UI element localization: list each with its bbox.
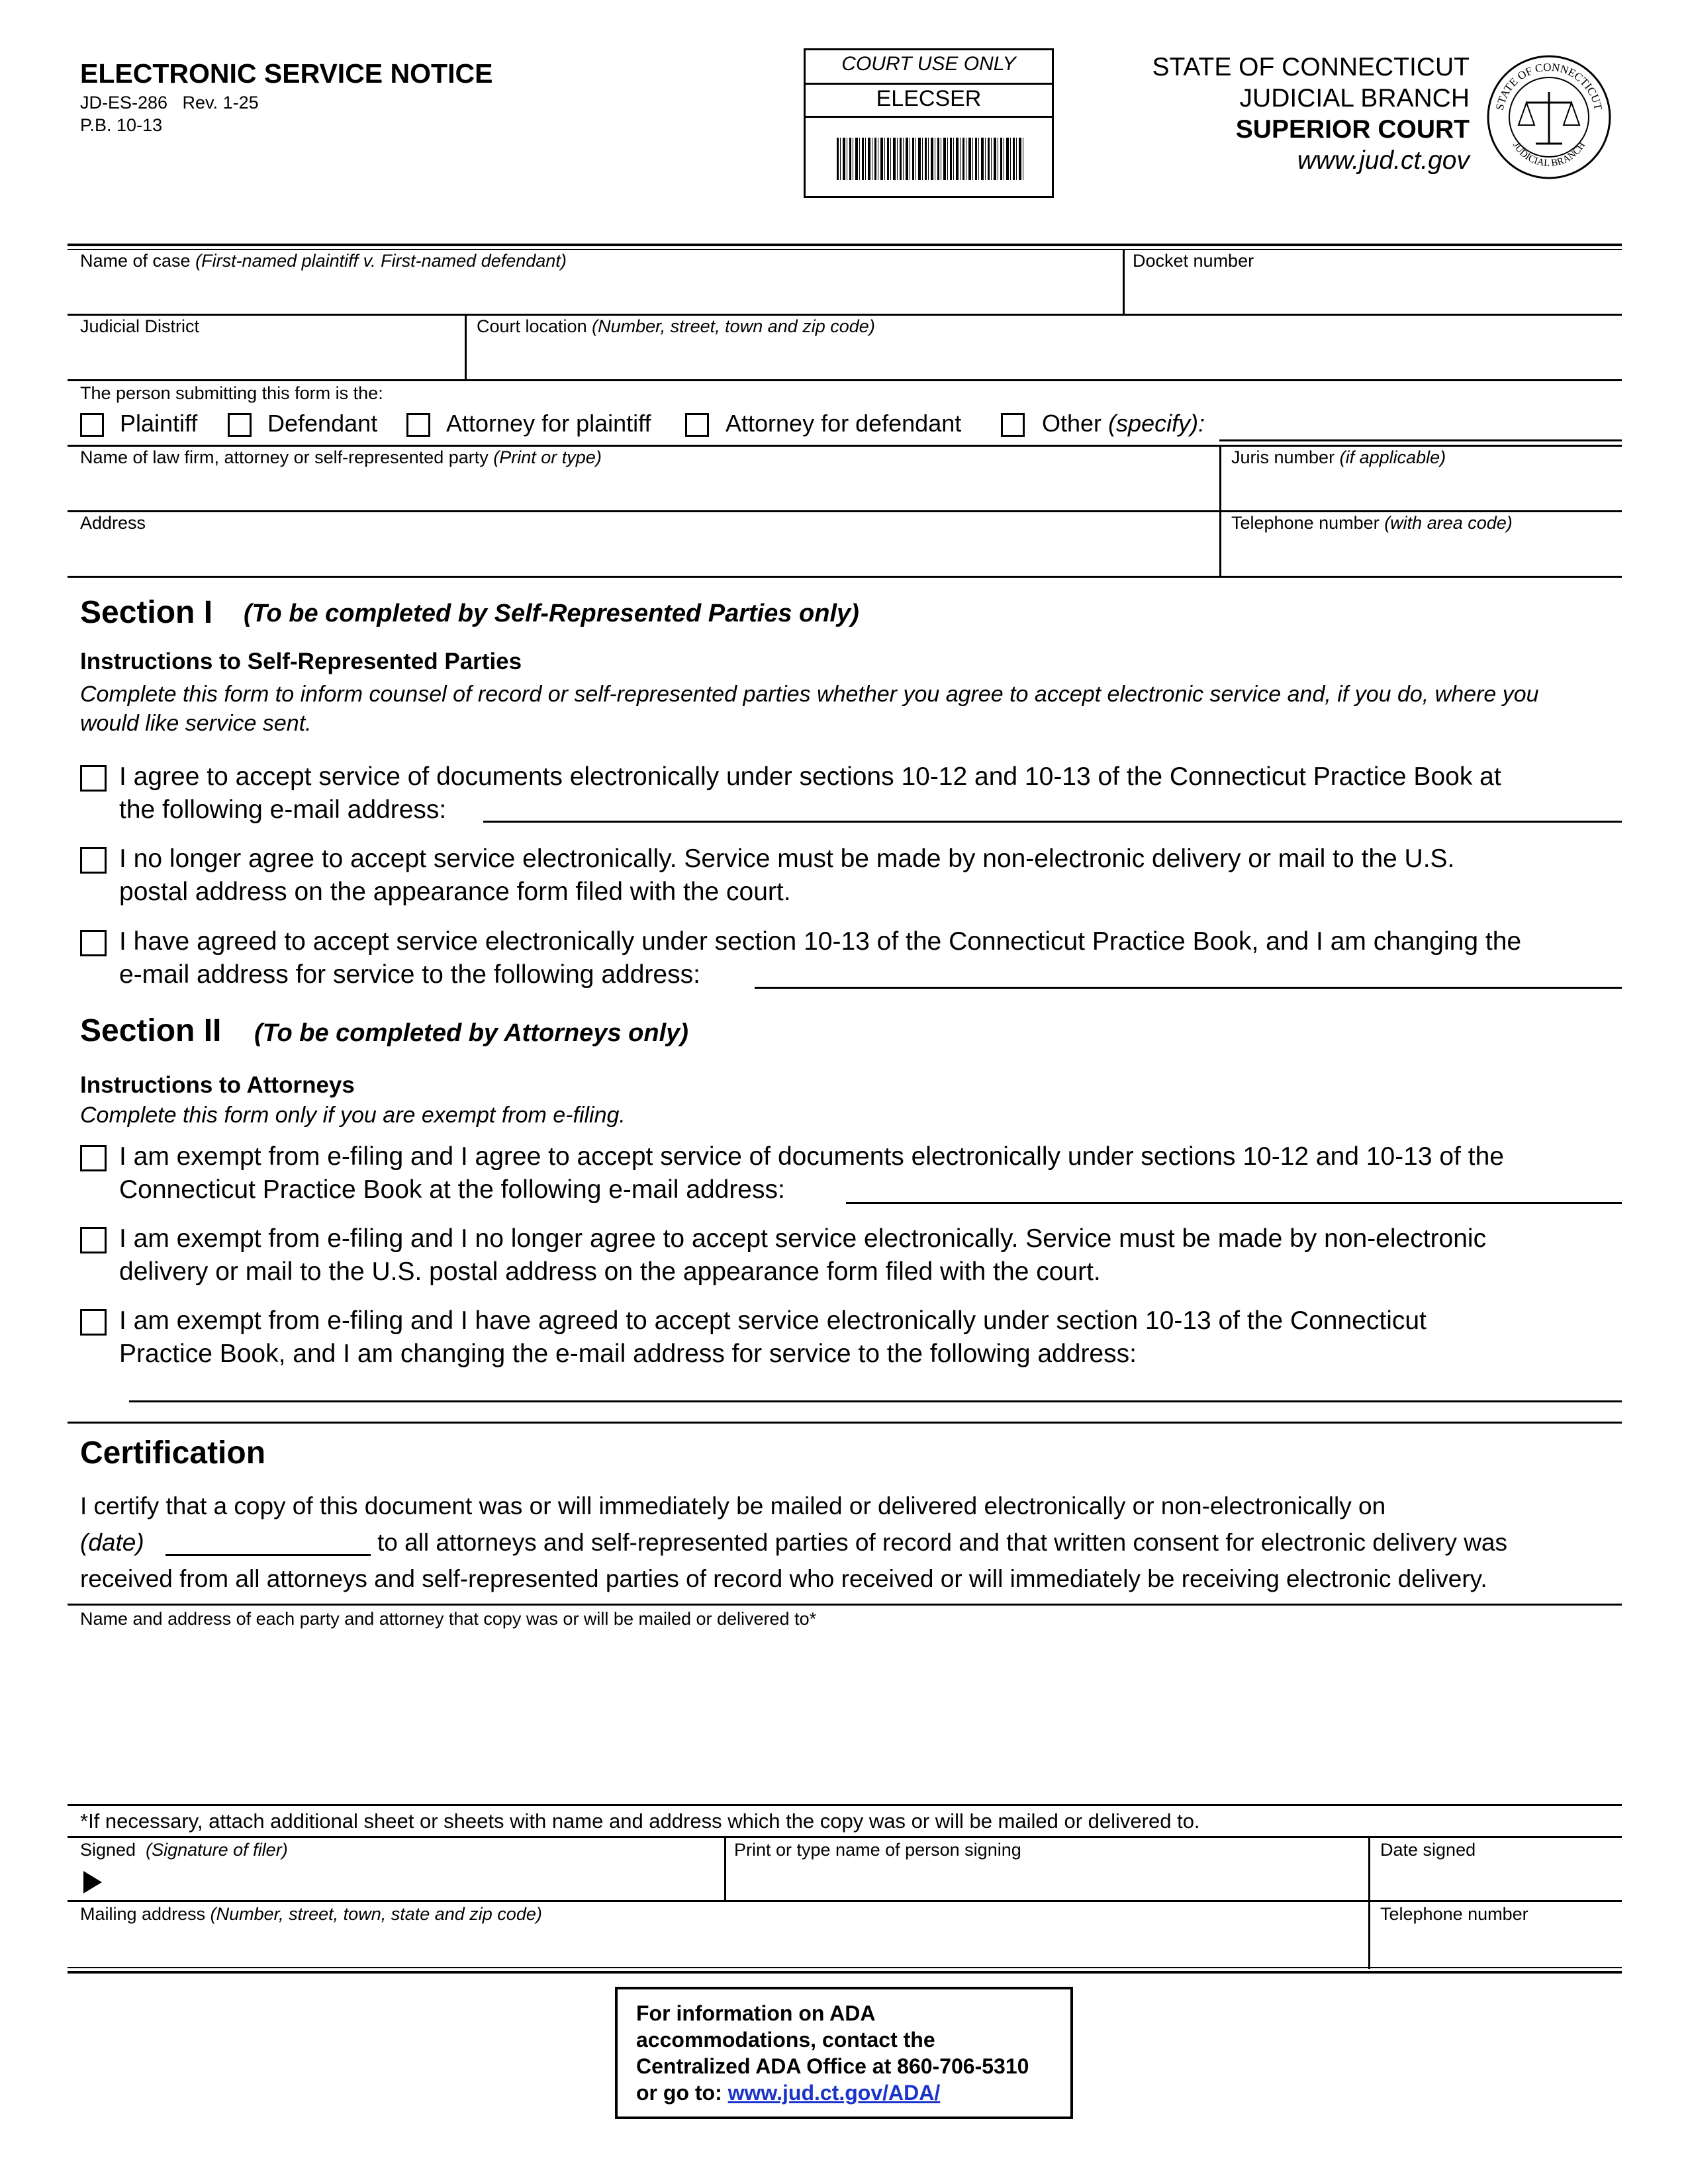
court-use-divider <box>806 83 1052 85</box>
s1-option-3-email-line[interactable] <box>755 987 1622 989</box>
s1-option-2-line-1: I no longer agree to accept service electronically. Service must be made by non-electronic delivery or mail to the U.S. <box>119 844 1455 873</box>
ada-line-2: accommodations, contact the <box>636 2028 935 2052</box>
barcode <box>837 138 1023 180</box>
name-of-case-field[interactable] <box>68 250 1123 314</box>
ada-info-box <box>615 1987 1073 2119</box>
section-1-instructions: Complete this form to inform counsel of record or self-represented parties whether you agree to accept electronic service and, if you do, where you would like service sent. <box>80 682 1539 736</box>
telephone-signer-field[interactable] <box>1370 1902 1622 1967</box>
s2-option-3-email-line[interactable] <box>129 1400 1622 1402</box>
rule-bottom-thick <box>68 1971 1622 1974</box>
print-name-field[interactable] <box>726 1838 1368 1900</box>
seal-bottom-text: JUDICIAL BRANCH <box>1510 140 1588 169</box>
juris-number-label: Juris number (if applicable) <box>1231 447 1446 467</box>
certification-date-line[interactable] <box>165 1554 371 1556</box>
court-use-only-label: COURT USE ONLY <box>841 53 1016 75</box>
s1-option-1-line-2: the following e-mail address: <box>119 796 447 824</box>
s1-option-2-line-2: postal address on the appearance form filed with the court. <box>119 878 791 906</box>
telephone-signer-label: Telephone number <box>1380 1904 1528 1924</box>
date-signed-field[interactable] <box>1370 1838 1622 1900</box>
judicial-seal <box>1483 51 1615 183</box>
s2-option-2-checkbox[interactable] <box>80 1227 107 1253</box>
s2-option-2-line-1: I am exempt from e-filing and I no longer agree to accept service electronically. Service must be made by non-electronic <box>119 1224 1487 1253</box>
signature-arrow-icon <box>83 1871 102 1893</box>
ada-link[interactable]: www.jud.ct.gov/ADA/ <box>727 2081 941 2105</box>
seal-top-text: STATE OF CONNECTICUT <box>1493 60 1605 112</box>
law-firm-label: Name of law firm, attorney or self-represented party (Print or type) <box>80 447 602 467</box>
form-title: ELECTRONIC SERVICE NOTICE <box>80 58 493 89</box>
section-2-instructions-heading: Instructions to Attorneys <box>80 1072 355 1098</box>
s1-option-1-checkbox[interactable] <box>80 765 107 792</box>
rule-bottom-thin <box>68 1967 1622 1968</box>
s2-option-1-email-line[interactable] <box>846 1202 1622 1204</box>
address-label: Address <box>80 513 146 533</box>
parties-field[interactable] <box>68 1606 1622 1804</box>
attorney-for-plaintiff-label: Attorney for plaintiff <box>446 410 651 437</box>
other-checkbox[interactable] <box>1001 413 1025 437</box>
s2-option-1-line-2: Connecticut Practice Book at the following e-mail address: <box>119 1175 785 1204</box>
s1-option-1-line-1: I agree to accept service of documents electronically under sections 10-12 and 10-13 of the Connecticut Practice Book at <box>119 762 1501 791</box>
certification-line-2: to all attorneys and self-represented parties of record and that written consent for electronic delivery was <box>377 1529 1507 1556</box>
telephone-field[interactable] <box>1221 512 1622 576</box>
mailing-address-field[interactable] <box>68 1902 1368 1967</box>
s2-option-1-line-1: I am exempt from e-filing and I agree to accept service of documents electronically under sections 10-12 and 10-13 of the <box>119 1142 1504 1171</box>
rule-5 <box>68 576 1622 578</box>
rule-reference: P.B. 10-13 <box>80 115 163 135</box>
s2-option-3-checkbox[interactable] <box>80 1309 107 1336</box>
docket-number-label: Docket number <box>1133 251 1254 271</box>
attorney-for-plaintiff-checkbox[interactable] <box>406 413 430 437</box>
ada-line-1: For information on ADA <box>636 2001 876 2025</box>
s1-option-2-checkbox[interactable] <box>80 847 107 874</box>
judicial-district-label: Judicial District <box>80 316 200 336</box>
attorney-for-defendant-label: Attorney for defendant <box>726 410 962 437</box>
rule-footnote <box>68 1804 1622 1806</box>
section-2-heading: Section II <box>80 1013 222 1048</box>
s2-option-3-line-2: Practice Book, and I am changing the e-mail address for service to the following address: <box>119 1340 1137 1368</box>
court-use-divider-2 <box>806 116 1052 118</box>
print-name-label: Print or type name of person signing <box>734 1840 1021 1860</box>
branch-name: JUDICIAL BRANCH <box>1239 84 1470 113</box>
website: www.jud.ct.gov <box>1297 146 1470 175</box>
juris-number-field[interactable] <box>1221 447 1622 510</box>
certification-heading: Certification <box>80 1435 266 1471</box>
footnote: *If necessary, attach additional sheet or sheets with name and address which the copy was or will be mailed or delivered to. <box>80 1809 1200 1833</box>
certification-date-label: (date) <box>80 1529 144 1556</box>
plaintiff-checkbox[interactable] <box>80 413 104 437</box>
certification-line-3: received from all attorneys and self-represented parties of record who received or will immediately be receiving electronic delivery. <box>80 1565 1487 1592</box>
other-label: Other (specify): <box>1042 410 1205 437</box>
section-2-instructions: Complete this form only if you are exempt from e-filing. <box>80 1103 626 1128</box>
attorney-for-defendant-checkbox[interactable] <box>685 413 709 437</box>
ada-line-4: or go to: www.jud.ct.gov/ADA/ <box>636 2081 941 2105</box>
form-number: JD-ES-286 Rev. 1-25 <box>80 93 259 113</box>
certification-line-1: I certify that a copy of this document was or will immediately be mailed or delivered electronically or non-electronically on <box>80 1492 1386 1520</box>
section-2-subheading: (To be completed by Attorneys only) <box>254 1019 688 1047</box>
s1-option-3-line-2: e-mail address for service to the following address: <box>119 960 700 989</box>
court-location-field[interactable] <box>467 316 1622 379</box>
signed-label: Signed (Signature of filer) <box>80 1840 288 1860</box>
section-1-instructions-heading: Instructions to Self-Represented Parties <box>80 649 522 674</box>
court-use-box <box>804 48 1054 198</box>
s1-option-3-checkbox[interactable] <box>80 930 107 956</box>
other-specify-line[interactable] <box>1219 439 1622 441</box>
signature-field[interactable] <box>68 1838 724 1900</box>
s1-option-3-line-1: I have agreed to accept service electronically under section 10-13 of the Connecticut Practice Book, and I am changing the <box>119 927 1522 956</box>
law-firm-field[interactable] <box>68 447 1219 510</box>
section-1-heading: Section I <box>80 595 213 630</box>
s1-option-1-email-line[interactable] <box>483 821 1622 823</box>
mailing-address-label: Mailing address (Number, street, town, state and zip code) <box>80 1904 542 1924</box>
address-field[interactable] <box>68 512 1219 576</box>
court-name: SUPERIOR COURT <box>1235 115 1470 144</box>
plaintiff-label: Plaintiff <box>120 410 198 437</box>
court-location-label: Court location (Number, street, town and zip code) <box>477 316 875 336</box>
defendant-label: Defendant <box>267 410 378 437</box>
s2-option-1-checkbox[interactable] <box>80 1145 107 1171</box>
s2-option-2-line-2: delivery or mail to the U.S. postal address on the appearance form filed with the court. <box>119 1257 1101 1286</box>
state-name: STATE OF CONNECTICUT <box>1152 53 1470 81</box>
submitter-prompt: The person submitting this form is the: <box>80 383 383 403</box>
name-of-case-label: Name of case (First-named plaintiff v. First-named defendant) <box>80 251 567 271</box>
rule-top-thick <box>68 244 1622 246</box>
docket-number-field[interactable] <box>1125 250 1622 314</box>
defendant-checkbox[interactable] <box>228 413 252 437</box>
rule-2 <box>68 379 1622 381</box>
s2-option-3-line-1: I am exempt from e-filing and I have agreed to accept service electronically under section 10-13 of the Connecticut <box>119 1306 1427 1335</box>
section-1-subheading: (To be completed by Self-Represented Parties only) <box>244 600 859 627</box>
ada-line-3: Centralized ADA Office at 860-706-5310 <box>636 2054 1029 2078</box>
judicial-district-field[interactable] <box>68 316 465 379</box>
court-code: ELECSER <box>876 86 982 111</box>
telephone-label: Telephone number (with area code) <box>1231 513 1513 533</box>
rule-certification <box>68 1422 1622 1424</box>
date-signed-label: Date signed <box>1380 1840 1476 1860</box>
parties-label: Name and address of each party and attorney that copy was or will be mailed or delivered to* <box>80 1609 817 1629</box>
